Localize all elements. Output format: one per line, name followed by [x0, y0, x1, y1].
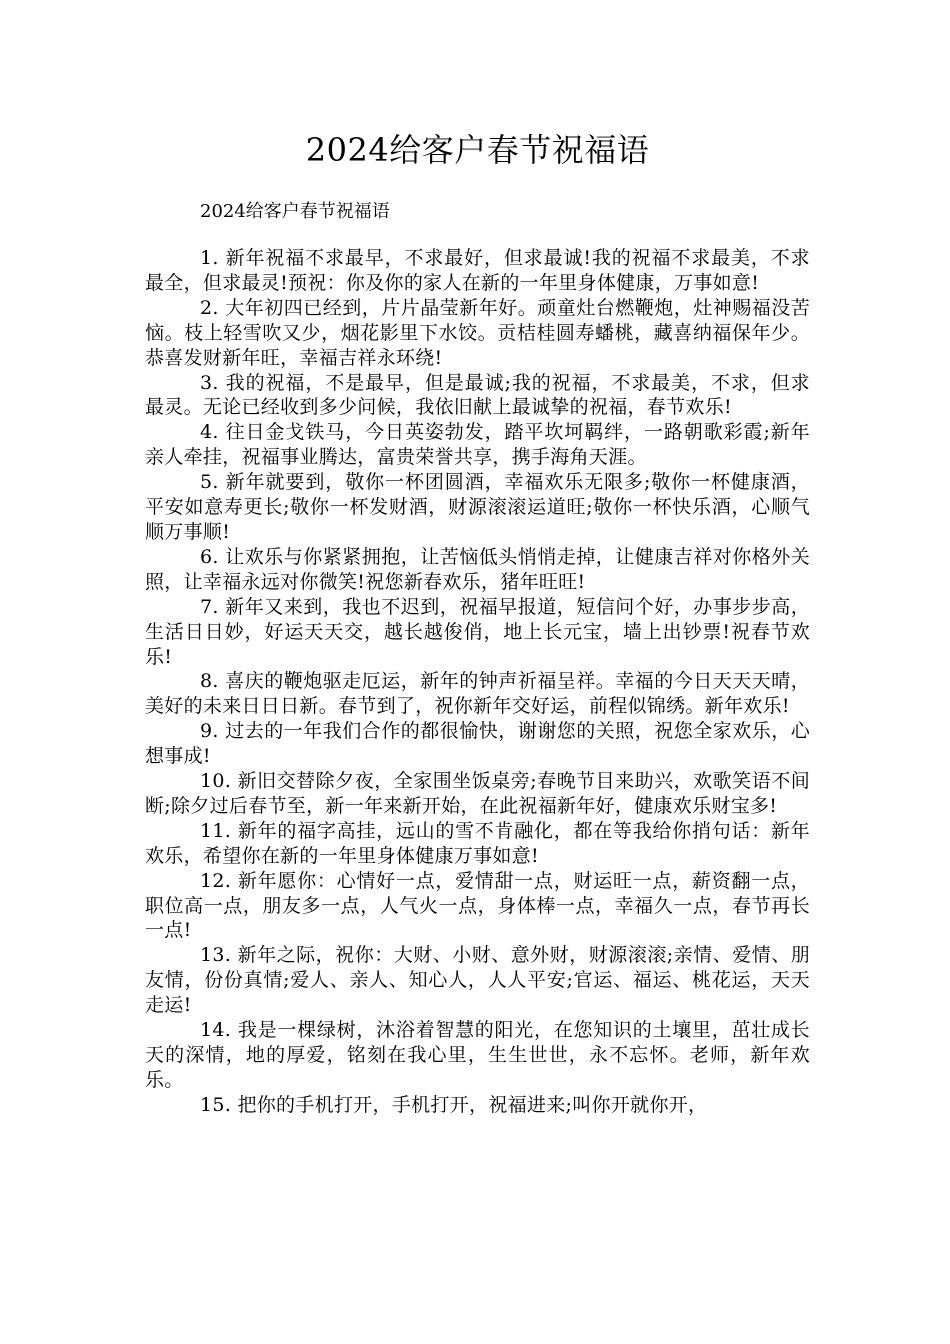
paragraph-2: 2. 大年初四已经到，片片晶莹新年好。顽童灶台燃鞭炮，灶神赐福没苦恼。枝上轻雪吹又少，烟花影里下水饺。贡桔桂圆寿蟠桃，藏喜纳福保年少。恭喜发财新年旺，幸福吉祥永环绕! [145, 296, 810, 369]
paragraph-3: 3. 我的祝福，不是最早，但是最诚;我的祝福，不求最美，不求，但求最灵。无论已经收到多少问候，我依旧献上最诚挚的祝福，春节欢乐! [145, 371, 810, 419]
paragraph-6: 6. 让欢乐与你紧紧拥抱，让苦恼低头悄悄走掉，让健康吉祥对你格外关照，让幸福永远对你微笑!祝您新春欢乐，猪年旺旺! [145, 545, 810, 593]
paragraph-5: 5. 新年就要到，敬你一杯团圆酒，幸福欢乐无限多;敬你一杯健康酒，平安如意寿更长;敬你一杯发财酒，财源滚滚运道旺;敬你一杯快乐酒，心顺气顺万事顺! [145, 471, 810, 543]
document-body [145, 246, 810, 1118]
paragraph-14: 14. 我是一棵绿树，沐浴着智慧的阳光，在您知识的土壤里，茁壮成长天的深情，地的厚爱，铭刻在我心里，生生世世，永不忘怀。老师，新年欢乐。 [145, 1019, 810, 1091]
paragraph-7: 7. 新年又来到，我也不迟到，祝福早报道，短信问个好，办事步步高，生活日日妙，好运天天交，越长越俊俏，地上长元宝，墙上出钞票!祝春节欢乐! [145, 595, 810, 668]
document-title: 2024给客户春节祝福语 [305, 131, 650, 169]
paragraph-11: 11. 新年的福字高挂，远山的雪不肯融化，都在等我给你捎句话：新年欢乐，希望你在新的一年里身体健康万事如意! [145, 819, 810, 867]
paragraph-10: 10. 新旧交替除夕夜，全家围坐饭桌旁;春晚节目来助兴，欢歌笑语不间断;除夕过后春节至，新一年来新开始，在此祝福新年好，健康欢乐财宝多! [145, 770, 810, 817]
paragraph-15: 15. 把你的手机打开，手机打开，祝福进来;叫你开就你开， [200, 1093, 708, 1116]
paragraph-1: 1. 新年祝福不求最早，不求最好，但求最诚!我的祝福不求最美，不求最全，但求最灵!预祝：你及你的家人在新的一年里身体健康，万事如意! [145, 247, 810, 294]
paragraph-12: 12. 新年愿你：心情好一点，爱情甜一点，财运旺一点，薪资翻一点，职位高一点，朋友多一点，人气火一点，身体棒一点，幸福久一点，春节再长一点! [145, 869, 810, 942]
document-subtitle: 2024给客户春节祝福语 [200, 201, 390, 222]
paragraph-4: 4. 往日金戈铁马，今日英姿勃发，踏平坎坷羁绊，一路朝歌彩霞;新年亲人牵挂，祝福事业腾达，富贵荣誉共享，携手海角天涯。 [145, 421, 810, 469]
paragraph-8: 8. 喜庆的鞭炮驱走厄运，新年的钟声祈福呈祥。幸福的今日天天天晴，美好的未来日日日新。春节到了，祝你新年交好运，前程似锦绣。新年欢乐! [145, 670, 810, 718]
paragraph-9: 9. 过去的一年我们合作的都很愉快，谢谢您的关照，祝您全家欢乐，心想事成! [145, 720, 810, 768]
paragraph-13: 13. 新年之际，祝你：大财、小财、意外财，财源滚滚;亲情、爱情、朋友情，份份真情;爱人、亲人、知心人，人人平安;官运、福运、桃花运，天天走运! [145, 944, 810, 1017]
